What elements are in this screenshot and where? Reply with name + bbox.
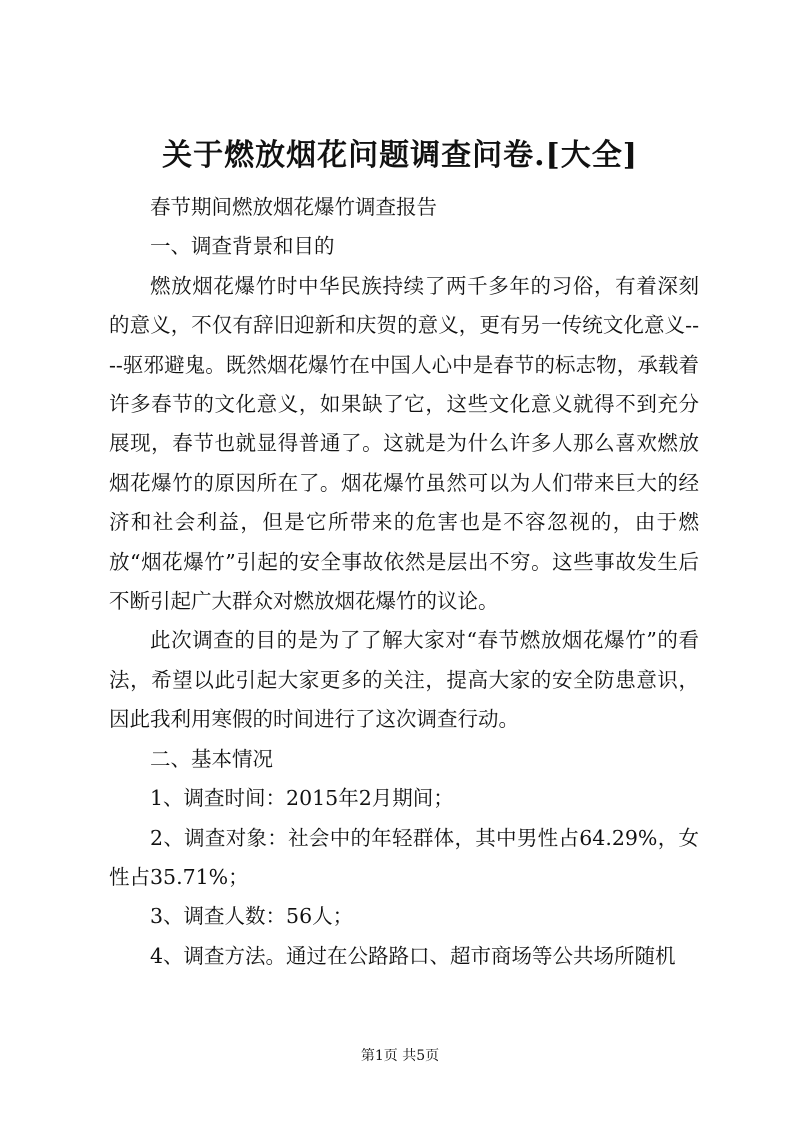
list-item-survey-time: 1、调查时间：2015年2月期间； [150, 786, 454, 811]
paragraph-purpose: 此次调查的目的是为了了解大家对“春节燃放烟花爆竹”的看法，希望以此引起大家更多的关注，提高大家的安全防患意识，因此我利用寒假的时间进行了这次调查行动。 [109, 628, 699, 732]
page-footer: 第1页 共5页 [360, 1048, 440, 1064]
document-title: 关于燃放烟花问题调查问卷.[大全] [162, 138, 638, 173]
report-title: 春节期间燃放烟花爆竹调查报告 [150, 195, 437, 219]
list-item-survey-method: 4、调查方法。通过在公路路口、超市商场等公共场所随机 [150, 943, 676, 968]
document-body [109, 188, 699, 976]
section-heading-basic-info: 二、基本情况 [150, 746, 273, 771]
list-item-survey-subjects: 2、调查对象：社会中的年轻群体，其中男性占64.29%，女性占35.71%； [109, 825, 699, 889]
paragraph-background: 燃放烟花爆竹时中华民族持续了两千多年的习俗，有着深刻的意义，不仅有辞旧迎新和庆贺的意义，更有另一传统文化意义----驱邪避鬼。既然烟花爆竹在中国人心中是春节的标志物，承载着许多春节的文化意义，如果缺了它，这些文化意义就得不到充分展现，春节也就显得普通了。这就是为什么许多人那么喜欢燃放烟花爆竹的原因所在了。烟花爆竹虽然可以为人们带来巨大的经济和社会利益，但是它所带来的危害也是不容忽视的，由于燃放“烟花爆竹”引起的安全事故依然是层出不穷。这些事故发生后不断引起广大群众对燃放烟花爆竹的议论。 [109, 273, 699, 614]
list-item-survey-count: 3、调查人数：56人； [150, 904, 354, 929]
section-heading-background: 一、调查背景和目的 [150, 234, 335, 259]
